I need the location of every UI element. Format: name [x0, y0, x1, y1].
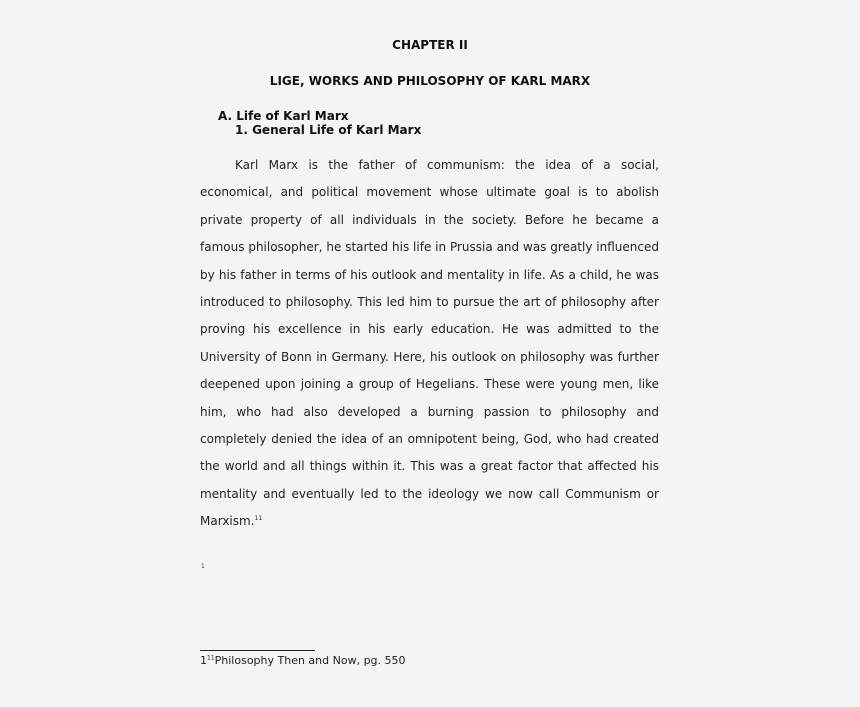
- chapter-label: CHAPTER II: [392, 38, 468, 52]
- footnote-reference: 11: [254, 515, 263, 523]
- paragraph-text: Karl Marx is the father of communism: the idea of a social, economical, and political movement whose ultimate goal is to abolish private property of all individuals in the society. Before he became a famous philosopher, he started his life in Prussia and was greatly influenced by his father in terms of his outlook and mentality in life. As a child, he was introduced to philosophy. This led him to pursue the art of philosophy after proving his excellence in his early education. He was admitted to the University of Bonn in Germany. Here, his outlook on philosophy was further deepened upon joining a group of Hegelians. These were young men, like him, who had also developed a burning passion to philosophy and completely denied the idea of an omnipotent being, God, who had created the world and all things within it. This was a great factor that affected his mentality and eventually led to the ideology we now call Communism or Marxism.: [200, 158, 659, 529]
- footnote-text: Philosophy Then and Now, pg. 550: [214, 654, 406, 667]
- section-heading: A. Life of Karl Marx: [218, 109, 349, 123]
- body-paragraph: [200, 152, 659, 536]
- footnote-superscript: 11: [207, 654, 215, 662]
- footnote-divider: [200, 650, 315, 651]
- chapter-title: LIGE, WORKS AND PHILOSOPHY OF KARL MARX: [269, 74, 591, 88]
- stray-footnote-mark: 1: [201, 563, 205, 570]
- chapter-heading: [0, 38, 860, 52]
- footnote: [200, 654, 406, 667]
- footnote-number: 1: [200, 654, 207, 667]
- subsection-heading: 1. General Life of Karl Marx: [235, 123, 422, 137]
